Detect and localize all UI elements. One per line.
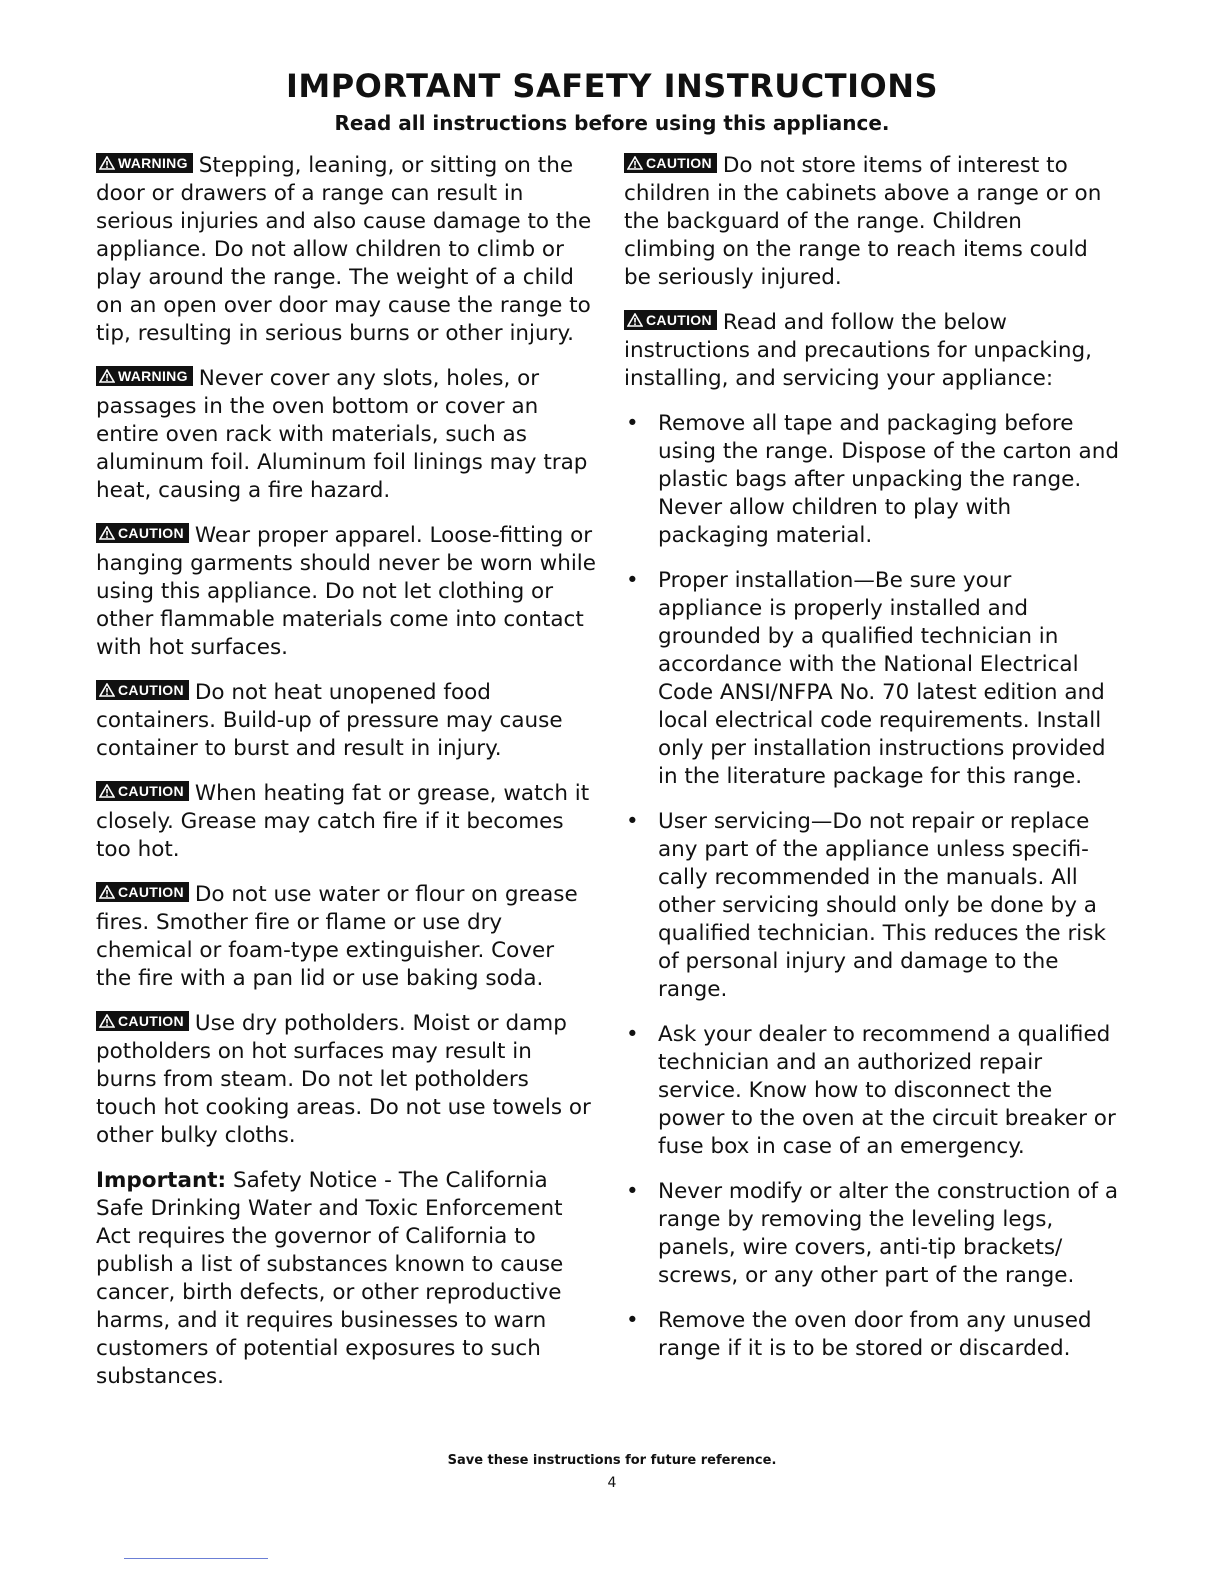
bullet-icon: • — [626, 1022, 639, 1047]
caution-text-5: Use dry potholders. Moist or damp potholders on hot surfaces may result in burns from steam. Do not let potholders touch hot cooking areas. Do not use towels or other bulky cloths. — [96, 1011, 591, 1148]
list-item — [624, 567, 1120, 791]
list-item — [624, 1178, 1120, 1290]
list-item — [624, 808, 1120, 1004]
caution-label-text: CAUTION — [118, 884, 184, 900]
alert-triangle-icon — [99, 1014, 115, 1028]
caution-text-7: Read and follow the below instructions and precautions for unpacking, installing, and servicing your appliance: — [624, 310, 1092, 391]
caution-label — [96, 1011, 189, 1031]
alert-triangle-icon — [99, 784, 115, 798]
caution-label-text: CAUTION — [646, 312, 712, 328]
caution-paragraph-2 — [96, 679, 596, 763]
important-notice — [96, 1167, 596, 1391]
caution-text-1: Wear proper apparel. Loose-fitting or hanging garments should never be worn while using this appliance. Do not let clothing or other flammable materials come into contact with hot surfaces. — [96, 523, 597, 660]
list-item-text: Remove the oven door from any unused range if it is to be stored or discarded. — [658, 1308, 1092, 1361]
bullet-icon: • — [626, 809, 639, 834]
bullet-icon: • — [626, 568, 639, 593]
important-label: Important: — [96, 1168, 227, 1193]
caution-text-2: Do not heat unopened food containers. Build-up of pressure may cause container to burst and result in injury. — [96, 680, 563, 761]
caution-label-text: CAUTION — [118, 525, 184, 541]
list-item-text: User servicing—Do not repair or replace any part of the appliance unless specifi-cally recommended in the manuals. All other servicing should only be done by a qualified technician. This reduces the risk of personal injury and damage to the range. — [658, 809, 1106, 1002]
caution-label — [624, 310, 717, 330]
bullet-icon: • — [626, 1179, 639, 1204]
alert-triangle-icon — [627, 156, 643, 170]
list-item — [624, 1021, 1120, 1161]
corner-divider — [124, 1558, 268, 1559]
warning-text-1: Stepping, leaning, or sitting on the door or drawers of a range can result in serious injuries and also cause damage to the appliance. Do not allow children to climb or play around the range. The weight of a child on an open over door may cause the range to tip, resulting in serious burns or other injury. — [96, 153, 592, 346]
bullet-icon: • — [626, 1308, 639, 1333]
caution-label-text: CAUTION — [118, 783, 184, 799]
caution-label — [96, 523, 189, 543]
warning-label — [96, 366, 193, 386]
caution-paragraph-5 — [96, 1010, 596, 1150]
caution-label — [96, 781, 189, 801]
caution-label — [96, 882, 189, 902]
caution-text-4: Do not use water or flour on grease fires. Smother fire or flame or use dry chemical or foam-type extinguisher. Cover the fire with a pan lid or use baking soda. — [96, 882, 578, 991]
list-item-text: Proper installation—Be sure your appliance is properly installed and grounded by a qualified technician in accordance with the National Electrical Code ANSI/NFPA No. 70 latest edition and local electrical code requirements. Install only per installation instructions provided in the literature package for this range. — [658, 568, 1106, 789]
caution-paragraph-4 — [96, 881, 596, 993]
footer-note: Save these instructions for future reference. — [447, 1453, 777, 1468]
warning-label-text: WARNING — [118, 155, 188, 171]
caution-paragraph-7 — [624, 309, 1120, 393]
caution-paragraph-1 — [96, 522, 596, 662]
caution-label-text: CAUTION — [646, 155, 712, 171]
page-number: 4 — [607, 1475, 617, 1491]
caution-label-text: CAUTION — [118, 1013, 184, 1029]
page-title: IMPORTANT SAFETY INSTRUCTIONS — [285, 67, 939, 105]
alert-triangle-icon — [99, 526, 115, 540]
alert-triangle-icon — [99, 369, 115, 383]
list-item — [624, 410, 1120, 550]
alert-triangle-icon — [99, 885, 115, 899]
caution-label — [96, 680, 189, 700]
warning-paragraph-1 — [96, 152, 596, 348]
caution-text-3: When heating fat or grease, watch it closely. Grease may catch fire if it becomes too hot. — [96, 781, 590, 862]
list-item-text: Never modify or alter the construction of a range by removing the leveling legs, panels, wire covers, anti-tip brackets/ screws, or any other part of the range. — [658, 1179, 1119, 1288]
caution-paragraph-3 — [96, 780, 596, 864]
page-footer — [0, 1452, 1224, 1492]
important-text: Safety Notice - The California Safe Drinking Water and Toxic Enforcement Act requires the governor of California to publish a list of substances known to cause cancer, birth defects, or other reproductive harms, and it requires businesses to warn customers of potential exposures to such substances. — [96, 1168, 564, 1389]
right-column — [624, 152, 1120, 1380]
caution-paragraph-6 — [624, 152, 1120, 292]
list-item — [624, 1307, 1120, 1363]
list-item-text: Remove all tape and packaging before using the range. Dispose of the carton and plastic bags after unpacking the range. Never allow children to play with packaging material. — [658, 411, 1120, 548]
warning-paragraph-2 — [96, 365, 596, 505]
caution-label — [624, 153, 717, 173]
caution-label-text: CAUTION — [118, 682, 184, 698]
left-column — [96, 152, 596, 1408]
warning-label — [96, 153, 193, 173]
warning-text-2: Never cover any slots, holes, or passages in the oven bottom or cover an entire oven rack with materials, such as aluminum foil. Aluminum foil linings may trap heat, causing a fire hazard. — [96, 366, 588, 503]
alert-triangle-icon — [99, 156, 115, 170]
page-header — [0, 66, 1224, 136]
installation-list — [624, 410, 1120, 1363]
alert-triangle-icon — [627, 313, 643, 327]
bullet-icon: • — [626, 411, 639, 436]
alert-triangle-icon — [99, 683, 115, 697]
list-item-text: Ask your dealer to recommend a qualified technician and an authorized repair service. Know how to disconnect the power to the oven at the circuit breaker or fuse box in case of an emergency. — [658, 1022, 1116, 1159]
page-subtitle: Read all instructions before using this appliance. — [334, 111, 890, 135]
warning-label-text: WARNING — [118, 368, 188, 384]
caution-text-6: Do not store items of interest to children in the cabinets above a range or on the backguard of the range. Children climbing on the range to reach items could be seriously injured. — [624, 153, 1102, 290]
